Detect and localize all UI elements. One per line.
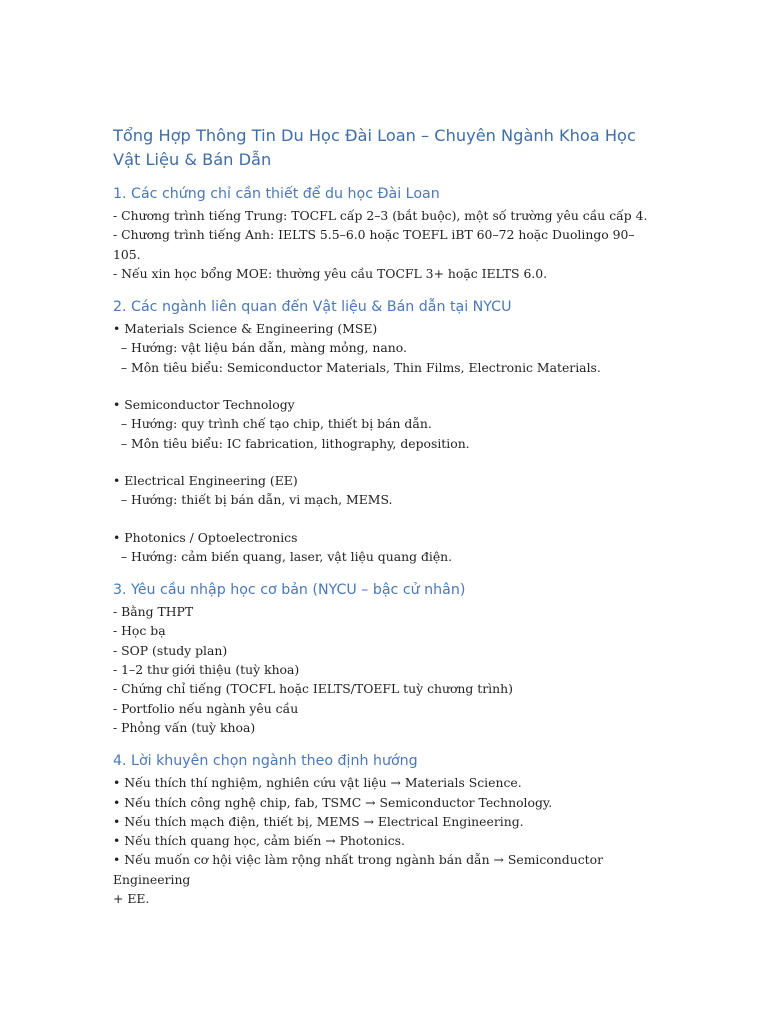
list-item: • Materials Science & Engineering (MSE) bbox=[113, 321, 378, 337]
list-item: • Nếu muốn cơ hội việc làm rộng nhất trong ngành bán dẫn → Semiconductor Engineering bbox=[113, 852, 607, 887]
section-admission bbox=[113, 580, 658, 737]
list-item: • Photonics / Optoelectronics bbox=[113, 529, 298, 545]
list-item: • Nếu thích thí nghiệm, nghiên cứu vật liệu → Materials Science. bbox=[113, 775, 522, 791]
major-group-ee bbox=[113, 471, 658, 510]
list-item: - Chương trình tiếng Anh: IELTS 5.5–6.0 hoặc TOEFL iBT 60–72 hoặc Duolingo 90–105. bbox=[113, 227, 635, 262]
section-heading: 4. Lời khuyên chọn ngành theo định hướng bbox=[113, 753, 418, 770]
list-item: • Nếu thích quang học, cảm biến → Photonics. bbox=[113, 833, 405, 849]
list-item: - Chứng chỉ tiếng (TOCFL hoặc IELTS/TOEFL tuỳ chương trình) bbox=[113, 681, 513, 697]
list-item: • Electrical Engineering (EE) bbox=[113, 472, 298, 488]
section-heading: 1. Các chứng chỉ cần thiết để du học Đài Loan bbox=[113, 186, 440, 202]
section-certificates bbox=[113, 184, 658, 283]
list-item: - Bằng THPT bbox=[113, 604, 194, 620]
list-item: • Nếu thích công nghệ chip, fab, TSMC → Semiconductor Technology. bbox=[113, 794, 553, 810]
list-item: – Môn tiêu biểu: Semiconductor Materials, Thin Films, Electronic Materials. bbox=[113, 359, 601, 375]
major-group-semiconductor bbox=[113, 395, 658, 453]
document-page bbox=[113, 124, 658, 920]
list-item: - Chương trình tiếng Trung: TOCFL cấp 2–3 (bắt buộc), một số trường yêu cầu cấp 4. bbox=[113, 208, 648, 223]
section-heading: 3. Yêu cầu nhập học cơ bản (NYCU – bậc cử nhân) bbox=[113, 582, 466, 599]
list-item: - SOP (study plan) bbox=[113, 642, 228, 658]
list-item: – Môn tiêu biểu: IC fabrication, lithography, deposition. bbox=[113, 435, 470, 451]
list-item: – Hướng: quy trình chế tạo chip, thiết bị bán dẫn. bbox=[113, 416, 432, 432]
section-heading: 2. Các ngành liên quan đến Vật liệu & Bán dẫn tại NYCU bbox=[113, 299, 512, 316]
major-group-photonics bbox=[113, 528, 658, 567]
document-title: Tổng Hợp Thông Tin Du Học Đài Loan – Chuyên Ngành Khoa Học Vật Liệu & Bán Dẫn bbox=[113, 126, 636, 169]
section-advice bbox=[113, 751, 658, 908]
list-item: + EE. bbox=[113, 891, 150, 907]
list-item: - Học bạ bbox=[113, 623, 166, 639]
list-item: - Phỏng vấn (tuỳ khoa) bbox=[113, 719, 256, 735]
list-item: - 1–2 thư giới thiệu (tuỳ khoa) bbox=[113, 662, 300, 678]
list-item: - Portfolio nếu ngành yêu cầu bbox=[113, 700, 299, 716]
list-item: • Semiconductor Technology bbox=[113, 397, 295, 413]
list-item: • Nếu thích mạch điện, thiết bị, MEMS → Electrical Engineering. bbox=[113, 813, 524, 829]
list-item: - Nếu xin học bổng MOE: thường yêu cầu TOCFL 3+ hoặc IELTS 6.0. bbox=[113, 265, 548, 281]
list-item: – Hướng: vật liệu bán dẫn, màng mỏng, nano. bbox=[113, 340, 407, 356]
list-item: – Hướng: cảm biến quang, laser, vật liệu quang điện. bbox=[113, 548, 453, 564]
major-group-mse bbox=[113, 319, 658, 377]
section-majors bbox=[113, 297, 658, 566]
list-item: – Hướng: thiết bị bán dẫn, vi mạch, MEMS. bbox=[113, 492, 393, 508]
